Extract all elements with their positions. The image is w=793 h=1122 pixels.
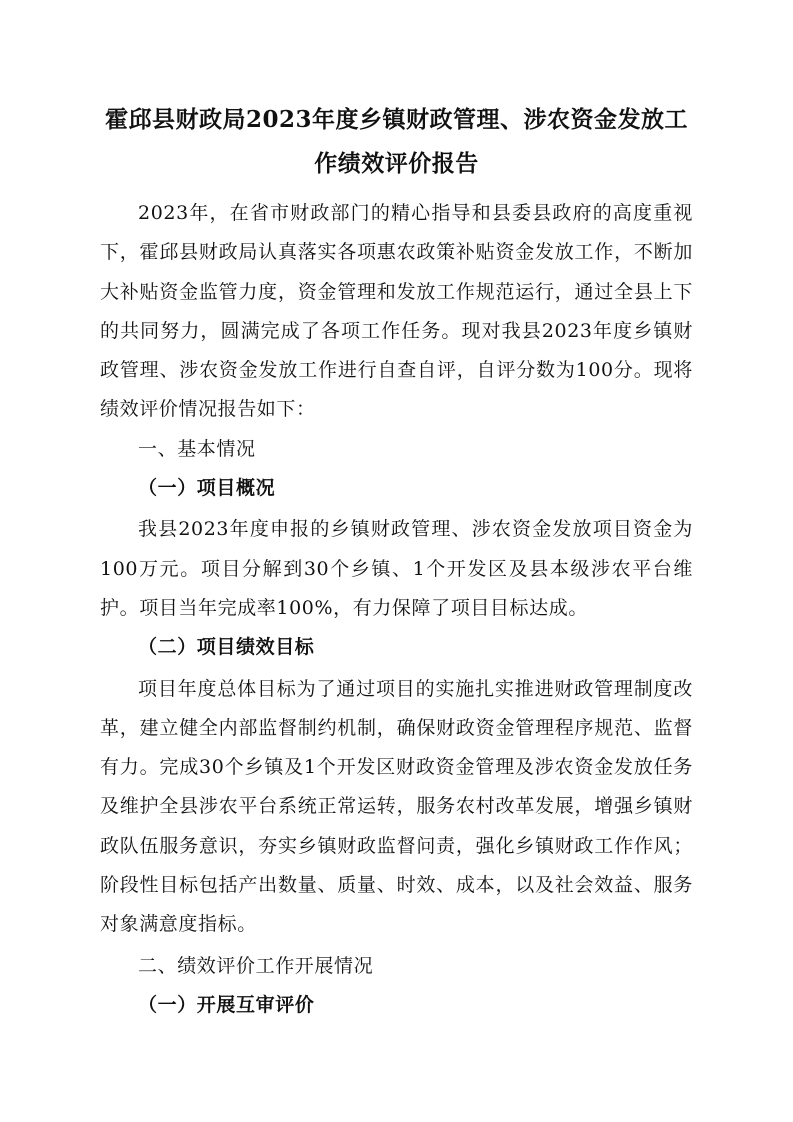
document-title-line-2: 作绩效评价报告 — [314, 150, 479, 177]
intro-paragraph: 2023年，在省市财政部门的精心指导和县委县政府的高度重视下，霍邱县财政局认真落实各项惠农政策补贴资金发放工作，不断加大补贴资金监管力度，资金管理和发放工作规范运行，通过全县上下的共同努力，圆满完成了各项工作任务。现对我县2023年度乡镇财政管理、涉农资金发放工作进行自查自评，自评分数为100分。现将绩效评价情况报告如下： — [100, 202, 693, 421]
section-1-subsection-1-paragraph: 我县2023年度申报的乡镇财政管理、涉农资金发放项目资金为100万元。项目分解到30个乡镇、1个开发区及县本级涉农平台维护。项目当年完成率100%，有力保障了项目目标达成。 — [100, 518, 693, 619]
section-1-subsection-1-heading: （一）项目概况 — [138, 477, 276, 500]
document-body — [100, 194, 693, 1025]
document-title — [100, 98, 693, 186]
document-title-line-1: 霍邱县财政局2023年度乡镇财政管理、涉农资金发放工 — [104, 106, 688, 133]
section-1-subsection-2-heading: （二）项目绩效目标 — [138, 636, 315, 659]
section-1-subsection-2-paragraph: 项目年度总体目标为了通过项目的实施扎实推进财政管理制度改革，建立健全内部监督制约机制，确保财政资金管理程序规范、监督有力。完成30个乡镇及1个开发区财政资金管理及涉农资金发放任务及维护全县涉农平台系统正常运转，服务农村改革发展，增强乡镇财政队伍服务意识，夯实乡镇财政监督问责，强化乡镇财政工作作风；阶段性目标包括产出数量、质量、时效、成本，以及社会效益、服务对象满意度指标。 — [100, 677, 693, 936]
section-1-heading: 一、基本情况 — [138, 437, 256, 460]
section-2-heading: 二、绩效评价工作开展情况 — [138, 954, 374, 977]
section-2-subsection-1-heading: （一）开展互审评价 — [138, 993, 315, 1016]
